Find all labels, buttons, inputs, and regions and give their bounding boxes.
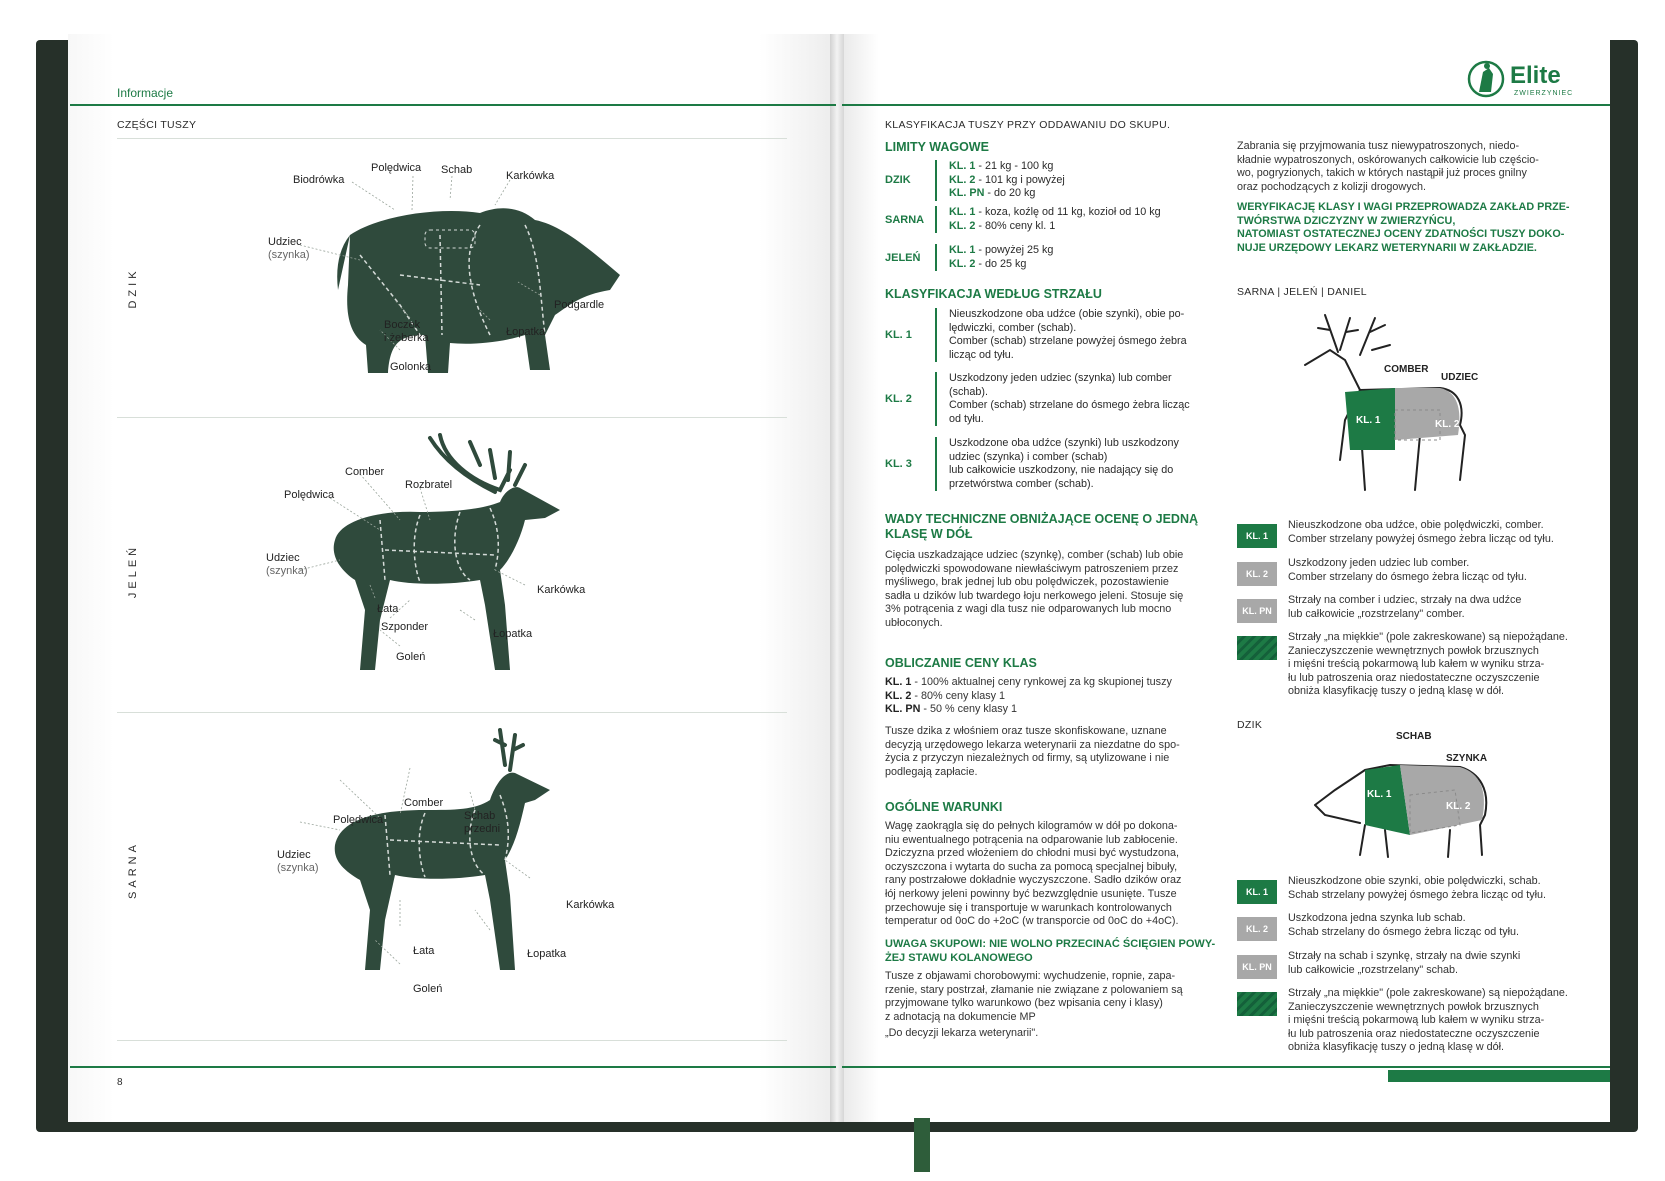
label-boczek-sub: i żeberka [384,332,429,344]
text-line: z adnotacją na dokumencie MP [885,1010,1036,1023]
text-line: Schab strzelany powyżej ósmego żebra licząc od tyłu. [1288,888,1547,901]
label-schab: Schab [464,810,496,822]
label-poledwica: Polędwica [333,814,384,826]
deer-label-kl1: KL. 1 [1356,415,1381,426]
text-line: Cięcia uszkadzające udziec (szynkę), comber (schab) lub obie [885,549,1184,561]
label-biodrowka: Biodrówka [293,174,345,186]
legend-badge-hatched [1237,992,1277,1016]
label-udziec-sub: (szynka) [277,862,319,874]
class-key: KL. 1 [885,676,912,688]
strzal-lines [949,308,1187,362]
legend-badge-klpn: KL. PN [1237,955,1277,979]
limit-bar [935,206,937,233]
divider [117,417,787,418]
class-key: KL. PN [885,703,921,716]
label-udziec: Udziec [266,552,300,564]
text-line: lub całkowicie uszkodzony, nie nadający się do [949,464,1174,477]
bookmark-ribbon[interactable] [914,1118,930,1172]
text-line: TWÓRSTWA DZICZYZNY W ZWIERZYŃCU, [1237,214,1456,227]
strzal-row-kl3 [885,437,1179,491]
legend-text [1288,631,1568,699]
label-poledwica: Polędwica [284,489,335,501]
weryfikacja-text [1237,201,1570,255]
text-line: myśliwego, brak jednej lub obu polędwiczek, pozostawienie [885,576,1169,589]
text-line: (schab). [949,385,989,398]
limit-text: - do 25 kg [975,257,1027,270]
text-line: Tusze dzika z włośniem oraz tusze skonfiskowane, uznane [885,725,1167,737]
text-line: sadła u dzików lub twardego łoju nerkowego jeleni. Stosuje się [885,589,1184,602]
legend-badge-kl2: KL. 2 [1237,562,1277,586]
class-key: KL. 1 [949,244,976,256]
text-line: Strzały na schab i szynkę, strzały na dwie szynki [1288,950,1521,962]
quote-line: „Do decyzji lekarza weterynarii". [885,1027,1039,1040]
label-udziec-sub: (szynka) [268,249,310,261]
class-key: KL. 3 [885,458,912,471]
text-line: NATOMIAST OSTATECZNEJ OCENY ZDATNOŚCI TUSZY DOKO- [1237,228,1565,241]
footer-rule [70,1066,836,1068]
text-line: Uszkodzony jeden udziec (szynka) lub comber [949,372,1172,384]
divider [117,712,787,713]
deer-label-kl2: KL. 2 [1435,419,1460,430]
text-line: oczyszczona i wytarta do sucha za pomocą specjalnej bibuły, [885,860,1178,873]
boar-label-kl2: KL. 2 [1446,801,1471,812]
book-spine [830,34,844,1122]
text-line: rany postrzałowe dokładnie wyczyszczone. Sadło dzików oraz [885,874,1182,887]
label-golen: Goleń [413,983,443,995]
label-udziec-sub: (szynka) [266,565,308,577]
label-udziec: Udziec [268,236,302,248]
legend-text [1288,875,1546,902]
heading-ceny: OBLICZANIE CENY KLAS [885,656,1037,670]
limit-key: DZIK [885,174,911,187]
heading-wady [885,512,1198,542]
logo-hunter-icon [1467,58,1505,100]
right-section-title: KLASYFIKACJA TUSZY PRZY ODDAWANIU DO SKUPU. [885,119,1171,131]
strzal-lines [949,372,1190,426]
legend-text [1288,987,1568,1055]
text-line: obniża klasyfikację tuszy o jedną klasę w dół. [1288,685,1505,698]
animal-name-dzik: DZIK [127,267,139,309]
text-line: i mięśni treścią pokarmową lub kałem w wyniku strza- [1288,1014,1545,1027]
text-line: lub całkowicie „rozstrzelany" schab. [1288,963,1459,976]
label-szponder: Szponder [381,621,429,633]
class-key: KL. 2 [885,393,912,406]
text-line: lędwiczki, comber (schab). [949,321,1077,334]
text-line: Dziczyzna przed włożeniem do chłodni musi być wystudzona, [885,847,1180,860]
divider [117,138,787,139]
limit-text: - 21 kg - 100 kg [975,160,1054,172]
logo-name: Elite [1510,62,1561,89]
label-lopatka: Łopatka [527,948,567,960]
text-line: 3% potrącenia z wagi dla tusz nie odparowanych lub mocno [885,603,1172,616]
label-karkowka: Karkówka [566,899,615,911]
class-key: KL. 1 [949,206,976,218]
text-line: lub całkowicie „rozstrzelany" comber. [1288,607,1465,620]
price-text: - 50 % ceny klasy 1 [920,703,1018,716]
text-line: Zanieczyszczenie wewnętrznych powłok brzusznych [1288,1000,1539,1013]
text-line: od tyłu. [949,412,984,425]
text-line: Comber (schab) strzelane powyżej ósmego żebra [949,335,1187,348]
heading-warunki: OGÓLNE WARUNKI [885,800,1003,814]
footer-rule [842,1066,1610,1068]
limit-lines [949,244,1053,271]
label-lopatka: Łopatka [506,326,546,338]
heading-limity: LIMITY WAGOWE [885,140,989,154]
legend-text [1288,912,1519,939]
heading-line: WADY TECHNICZNE OBNIŻAJĄCE OCENĘ O JEDNĄ [885,512,1198,526]
text-line: Strzały „na miękkie" (pole zakreskowane) są niepożądane. [1288,631,1568,643]
deer-label-comber: COMBER [1384,364,1429,375]
header-rule [842,104,1610,106]
limit-row-sarna [885,206,1161,233]
boar-title: DZIK [1237,719,1263,731]
class-key: KL. 2 [949,257,976,270]
divider [117,1040,787,1041]
text-line: Nieuszkodzone obie szynki, obie polędwiczki, schab. [1288,875,1541,887]
label-karkowka: Karkówka [537,584,586,596]
warunki-text-2 [885,970,1183,1041]
text-line: ubłoconych. [885,616,943,629]
text-line: obniża klasyfikację tuszy o jedną klasę w dół. [1288,1041,1505,1054]
strzal-row-kl1 [885,308,1187,362]
text-line: Tusze z objawami chorobowymi: wychudzenie, ropnie, zapa- [885,970,1176,982]
text-line: Uszkodzony jeden udziec lub comber. [1288,557,1470,569]
ceny-items [885,676,1172,717]
text-line: podlegają zapłacie. [885,765,978,778]
limit-bar [935,160,937,201]
text-line: Uszkodzona jedna szynka lub schab. [1288,912,1466,924]
limit-bar [935,244,937,271]
text-line: polędwiczki spowodowane niewłaściwym patroszeniem przez [885,562,1179,575]
class-key: KL. 2 [949,219,976,232]
zabrania-text [1237,140,1539,194]
limit-text: - 80% ceny kl. 1 [975,219,1056,232]
text-line: Nieuszkodzone oba udźce (obie szynki), obie po- [949,308,1185,320]
label-lata: Łata [413,945,435,957]
boar-label-szynka: SZYNKA [1446,753,1488,764]
legend-badge-klpn: KL. PN [1237,599,1277,623]
limit-key: SARNA [885,213,925,226]
text-line: niu ewentualnego potrącenia na odparowanie lub zabłocenie. [885,833,1178,846]
limit-bar [935,372,937,426]
page-number: 8 [117,1077,123,1088]
legend-badge-hatched [1237,636,1277,660]
section-title: CZĘŚCI TUSZY [117,119,197,131]
text-line: rzenie, stary postrzał, złamanie nie związane z polowaniem są [885,983,1183,996]
heading-line: KLASĘ W DÓŁ [885,527,973,541]
legend-badge-kl2: KL. 2 [1237,917,1277,941]
legend-text [1288,594,1521,621]
text-line: Schab strzelany do ósmego żebra licząc od tyłu. [1288,925,1520,938]
deer-label-udziec: UDZIEC [1441,372,1479,383]
text-line: Comber (schab) strzelane do ósmego żebra licząc [949,399,1190,412]
footer-accent-bar [1388,1070,1610,1082]
label-schab: Schab [441,164,473,176]
limit-bar [935,437,937,491]
text-line: i mięśni treścią pokarmową lub kałem w wyniku strza- [1288,658,1545,671]
text-line: Comber strzelany do ósmego żebra licząc od tyłu. [1288,570,1527,583]
label-karkowka: Karkówka [506,170,555,182]
heading-strzal: KLASYFIKACJA WEDŁUG STRZAŁU [885,287,1102,301]
label-lata: Łata [377,603,399,615]
label-golen: Goleń [396,651,426,663]
text-line: Comber strzelany powyżej ósmego żebra licząc od tyłu. [1288,532,1554,545]
text-line: licząc od tyłu. [949,348,1014,361]
text-line: łu lub patroszenia oraz niedostateczne oczyszczenie [1288,671,1540,684]
boar-label-leaders [300,170,620,380]
label-boczek: Boczek [384,319,421,331]
header-rule [70,104,836,106]
text-line: Zabrania się przyjmowania tusz niewypatroszonych, niedo- [1237,140,1520,152]
limit-row-dzik [885,160,1065,201]
text-line: kładnie wypatroszonych, oskórowanych całkowicie lub częścio- [1237,153,1539,166]
limit-bar [935,308,937,362]
warunki-text [885,820,1181,929]
legend-text [1288,557,1527,584]
label-udziec: Udziec [277,849,311,861]
text-line: temperatur od 0oC do +2oC (w transporcie od 0oC do +4oC). [885,915,1179,928]
price-text: - 100% aktualnej ceny rynkowej za kg skupionej tuszy [911,676,1172,688]
page-header-label: Informacje [117,86,174,100]
text-line: życia z przyczyn niezależnych od firmy, są utylizowane i nie [885,752,1170,765]
text-line: Strzały na comber i udziec, strzały na dwa udźce [1288,594,1522,606]
class-key: KL. 1 [885,329,912,342]
boar-label-schab: SCHAB [1396,731,1432,742]
text-line: Wagę zaokrągla się do pełnych kilogramów w dół po dokona- [885,820,1178,832]
limit-text: - 101 kg i powyżej [975,173,1065,186]
deer-title: SARNA | JELEŃ | DANIEL [1237,286,1367,298]
wady-text [885,549,1183,631]
price-text: - 80% ceny klasy 1 [911,689,1006,702]
text-line: łój nerkowy jeleni powinny być bezwzględnie usunięte. Tusze [885,887,1177,900]
ceny-text [885,725,1180,779]
legend-text [1288,519,1554,546]
label-lopatka: Łopatka [493,628,533,640]
limit-text: - koza, koźlę od 11 kg, kozioł od 10 kg [975,206,1161,218]
text-line: przechowuje się i transportuje w warunkach kontrolowanych [885,901,1172,914]
uwaga-notice [885,937,1215,965]
notice-line: ŻEJ STAWU KOLANOWEGO [885,952,1033,964]
text-line: przyjmowane tylko warunkowo (bez wpisania ceny i klasy) [885,997,1163,1010]
label-rozbratel: Rozbratel [405,479,453,491]
text-line: przetwórstwa comber (schab). [949,477,1094,490]
limit-text: - do 20 kg [984,187,1036,200]
legend-badge-kl1: KL. 1 [1237,524,1277,548]
animal-name-jelen: JELEŃ [127,543,139,599]
class-key: KL. PN [949,187,985,200]
limit-row-jelen [885,244,1053,271]
limit-lines [949,206,1161,233]
limit-text: - powyżej 25 kg [975,244,1054,256]
deer-shot-zones-illustration [1300,310,1490,510]
label-comber: Comber [404,797,444,809]
label-poledwica: Polędwica [371,162,422,174]
notice-line: UWAGA SKUPOWI: NIE WOLNO PRZECINAĆ ŚCIĘGIEN POWY- [885,938,1216,950]
text-line: wo, pogryzionych, takich w których nastąpił już proces gnilny [1237,167,1527,180]
animal-name-sarna: SARNA [127,841,139,899]
text-line: Zanieczyszczenie wewnętrznych powłok brzusznych [1288,644,1539,657]
text-line: oraz pochodzących z kolizji drogowych. [1237,180,1427,193]
text-line: Uszkodzone oba udźce (szynki) lub uszkodzony [949,437,1179,449]
text-line: WERYFIKACJĘ KLASY I WAGI PRZEPROWADZA ZAKŁAD PRZE- [1237,201,1570,213]
legend-badge-kl1: KL. 1 [1237,880,1277,904]
text-line: decyzją urzędowego lekarza weterynarii za niezdatne do spo- [885,738,1180,751]
logo-sub: ZWIERZYNIEC [1514,90,1574,97]
text-line: Strzały „na miękkie" (pole zakreskowane) są niepożądane. [1288,987,1568,999]
class-key: KL. 2 [885,689,912,702]
class-key: KL. 1 [949,160,976,172]
text-line: udziec (szynka) i comber (schab) [949,450,1108,463]
text-line: łu lub patroszenia oraz niedostateczne oczyszczenie [1288,1027,1540,1040]
limit-key: JELEŃ [885,251,921,264]
label-podgardle: Podgardle [554,299,605,311]
text-line: NUJE URZĘDOWY LEKARZ WETERYNARII W ZAKŁADZIE. [1237,241,1537,254]
label-golonka: Golonka [390,361,431,373]
label-schab-sub: przedni [464,823,501,835]
limit-lines [949,160,1065,201]
boar-label-kl1: KL. 1 [1367,789,1392,800]
label-comber: Comber [345,466,385,478]
class-key: KL. 2 [949,173,976,186]
text-line: Nieuszkodzone oba udźce, obie polędwiczki, comber. [1288,519,1544,531]
legend-text [1288,950,1520,977]
strzal-lines [949,437,1179,491]
strzal-row-kl2 [885,372,1190,426]
